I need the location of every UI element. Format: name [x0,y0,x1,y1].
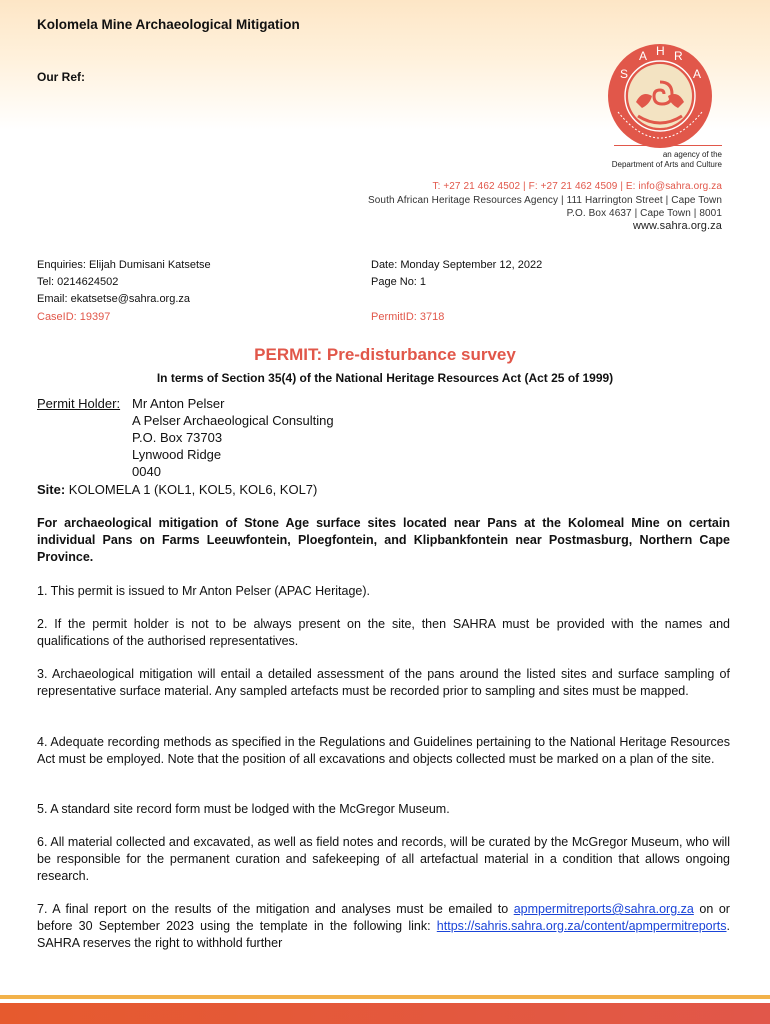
condition-7-end: . SAHRA reserves the right to withhold further [37,919,730,950]
contact-po-box: P.O. Box 4637 | Cape Town | 8001 [566,208,722,219]
enquiries: Enquiries: Elijah Dumisani Katsetse [37,259,211,271]
logo-letter: R [674,49,683,63]
date: Date: Monday September 12, 2022 [371,259,543,271]
condition-3: 3. Archaeological mitigation will entail a detailed assessment of the pans around the listed sites and surface sampling of representative surface material. Any sampled artefacts must be recorded prior to sampling and sites must be mapped. [37,667,730,698]
logo-inner-disc [628,64,692,128]
telephone: Tel: 0214624502 [37,276,119,288]
site-value: KOLOMELA 1 (KOL1, KOL5, KOL6, KOL7) [68,482,318,497]
condition-4: 4. Adequate recording methods as specified in the Regulations and Guidelines pertaining to the National Heritage Resources Act must be employed. Note that the position of all excavations and objects collected must be marked on a plan of the site. [37,735,730,766]
condition-7 [37,901,730,952]
case-id: CaseID: 19397 [37,311,111,323]
permit-title: PERMIT: Pre-disturbance survey [254,345,516,364]
agency-divider [614,145,722,146]
holder-line: A Pelser Archaeological Consulting [132,413,334,428]
contact-address: South African Heritage Resources Agency | 111 Harrington Street | Cape Town [368,195,722,206]
condition-5: 5. A standard site record form must be lodged with the McGregor Museum. [37,802,450,816]
holder-line: 0040 [132,464,161,479]
agency-line-1: an agency of the [662,150,722,159]
condition-7-mid: on or before 30 September 2023 using the template in the following link: [37,902,730,933]
sahra-logo [598,42,722,150]
condition-7-start: 7. A final report on the results of the mitigation and analyses must be emailed to [37,902,509,916]
footer-bar [0,1003,770,1024]
permit-id: PermitID: 3718 [371,311,445,323]
site-label: Site: [37,482,66,497]
holder-line: Lynwood Ridge [132,447,222,462]
document-title: Kolomela Mine Archaeological Mitigation [37,17,300,32]
report-template-link[interactable]: https://sahris.sahra.org.za/content/apmpermitreports [436,919,727,933]
holder-line: Mr Anton Pelser [132,396,225,411]
our-ref-label: Our Ref: [37,70,85,84]
report-email-link[interactable]: apmpermitreports@sahra.org.za [513,902,694,916]
logo-letter: A [639,49,648,63]
permit-holder-label: Permit Holder: [37,396,121,411]
agency-line-2: Department of Arts and Culture [611,160,722,169]
email: Email: ekatsetse@sahra.org.za [37,293,191,305]
condition-1: 1. This permit is issued to Mr Anton Pelser (APAC Heritage). [37,584,370,598]
permit-subtitle: In terms of Section 35(4) of the National Heritage Resources Act (Act 25 of 1999) [156,371,614,385]
logo-letter: H [656,44,665,58]
site-line [37,482,317,497]
contact-website[interactable]: www.sahra.org.za [632,220,722,232]
logo-letter: A [693,67,702,81]
condition-2: 2. If the permit holder is not to be always present on the site, then SAHRA must be provided with the names and qualifications of the authorised representatives. [37,617,730,648]
logo-letter: S [620,67,629,81]
page-number: Page No: 1 [371,276,427,288]
holder-line: P.O. Box 73703 [132,430,223,445]
footer-accent-bar [0,995,770,999]
contact-phone-email: T: +27 21 462 4502 | F: +27 21 462 4509 | E: info@sahra.org.za [432,181,722,192]
condition-6: 6. All material collected and excavated, as well as field notes and records, will be curated by the McGregor Museum, who will be responsible for the permanent curation and safekeeping of all artefactual material in a condition that allows ongoing research. [37,835,730,883]
permit-intro: For archaeological mitigation of Stone Age surface sites located near Pans at the Kolomeal Mine on certain individual Pans on Farms Leeuwfontein, Ploegfontein, and Klipbankfontein near Postmasburg, Northern Cape Province. [37,516,730,564]
